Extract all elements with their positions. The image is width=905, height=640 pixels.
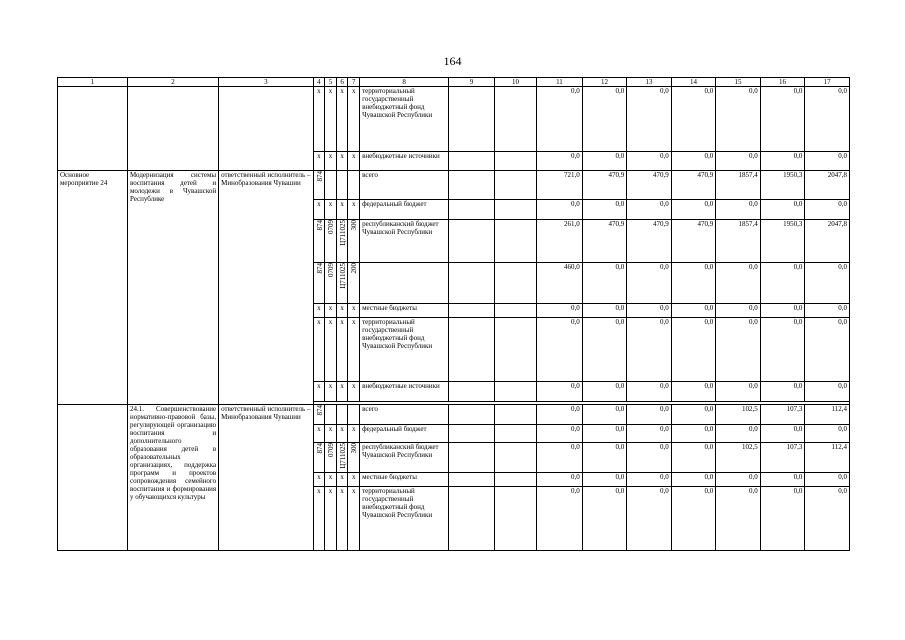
code-cell: x [336, 473, 348, 487]
column-header: 4 [313, 78, 325, 87]
empty-cell [336, 171, 348, 200]
empty-cell [449, 473, 495, 487]
funding-source: местные бюджеты [360, 304, 449, 318]
code-grbs: 874 [313, 263, 325, 304]
value-cell: 0,0 [537, 87, 583, 152]
empty-cell [494, 220, 536, 263]
column-header: 11 [537, 78, 583, 87]
value-cell: 470,9 [582, 171, 627, 200]
value-cell: 0,0 [671, 152, 716, 171]
value-cell: 0,0 [671, 487, 716, 551]
column-header: 9 [449, 78, 495, 87]
value-cell: 0,0 [760, 200, 805, 220]
empty-cell [494, 318, 536, 382]
value-cell: 470,9 [627, 171, 672, 200]
value-cell: 0,0 [716, 487, 761, 551]
value-cell: 0,0 [805, 318, 850, 382]
value-cell: 0,0 [537, 200, 583, 220]
value-cell: 0,0 [716, 425, 761, 443]
code-cell: x [336, 200, 348, 220]
code-cell: x [313, 425, 325, 443]
code-cell: x [313, 382, 325, 402]
code-cell: x [336, 304, 348, 318]
value-cell: 0,0 [760, 87, 805, 152]
value-cell: 0,0 [716, 473, 761, 487]
column-header: 2 [127, 78, 218, 87]
empty-cell [325, 405, 337, 425]
code-cell: x [325, 425, 337, 443]
funding-source: всего [360, 405, 449, 425]
value-cell: 0,0 [582, 382, 627, 402]
responsible-executor: ответственный исполнитель – Минобразования Чувашии [219, 171, 313, 405]
code-cell: x [348, 425, 360, 443]
value-cell: 0,0 [537, 382, 583, 402]
table-row [58, 171, 850, 200]
code-cell: x [348, 87, 360, 152]
value-cell: 0,0 [805, 473, 850, 487]
code-cell: x [348, 152, 360, 171]
value-cell: 2047,8 [805, 171, 850, 200]
empty-cell [449, 200, 495, 220]
table-row [58, 87, 850, 152]
value-cell: 0,0 [716, 263, 761, 304]
empty-cell [449, 87, 495, 152]
value-cell: 0,0 [627, 87, 672, 152]
column-header: 15 [716, 78, 761, 87]
code-cell: x [325, 87, 337, 152]
code-cell: x [348, 487, 360, 551]
funding-source: территориальный государственный внебюджетный фонд Чувашской Республики [360, 487, 449, 551]
value-cell: 0,0 [716, 304, 761, 318]
value-cell: 0,0 [627, 425, 672, 443]
empty-cell [494, 425, 536, 443]
empty-cell [494, 200, 536, 220]
column-header: 17 [805, 78, 850, 87]
value-cell: 0,0 [537, 487, 583, 551]
value-cell: 0,0 [671, 304, 716, 318]
column-header: 14 [671, 78, 716, 87]
value-cell: 0,0 [627, 443, 672, 473]
value-cell: 0,0 [760, 487, 805, 551]
code-cell: x [336, 382, 348, 402]
funding-source: федеральный бюджет [360, 425, 449, 443]
value-cell: 0,0 [627, 152, 672, 171]
empty-cell [449, 220, 495, 263]
value-cell: 0,0 [805, 487, 850, 551]
value-cell: 0,0 [582, 200, 627, 220]
value-cell: 102,5 [716, 405, 761, 425]
value-cell: 0,0 [582, 487, 627, 551]
empty-cell [449, 382, 495, 402]
value-cell: 0,0 [671, 382, 716, 402]
value-cell: 0,0 [582, 425, 627, 443]
value-cell: 1857,4 [716, 171, 761, 200]
empty-cell [58, 405, 128, 551]
value-cell: 0,0 [582, 473, 627, 487]
code-rzpr: 0709 [325, 443, 337, 473]
value-cell: 470,9 [627, 220, 672, 263]
code-csr: Ц711025 [336, 443, 348, 473]
code-csr: Ц711025 [336, 220, 348, 263]
value-cell: 0,0 [760, 382, 805, 402]
code-cell: x [336, 425, 348, 443]
value-cell: 0,0 [805, 425, 850, 443]
code-vr: 300 [348, 443, 360, 473]
value-cell: 721,0 [537, 171, 583, 200]
empty-cell [494, 263, 536, 304]
empty-cell [494, 443, 536, 473]
code-cell: x [313, 304, 325, 318]
code-cell: x [348, 318, 360, 382]
column-header: 3 [219, 78, 313, 87]
value-cell: 0,0 [627, 487, 672, 551]
column-header: 1 [58, 78, 128, 87]
value-cell: 0,0 [627, 473, 672, 487]
code-cell: x [336, 152, 348, 171]
code-cell: x [336, 318, 348, 382]
code-cell: x [348, 382, 360, 402]
value-cell: 1950,3 [760, 171, 805, 200]
empty-cell [449, 304, 495, 318]
code-cell: x [336, 487, 348, 551]
value-cell: 0,0 [582, 263, 627, 304]
value-cell: 112,4 [805, 405, 850, 425]
empty-cell [494, 171, 536, 200]
value-cell: 0,0 [582, 405, 627, 425]
empty-cell [449, 443, 495, 473]
funding-source: федеральный бюджет [360, 200, 449, 220]
funding-source: всего [360, 171, 449, 200]
empty-cell [219, 87, 313, 171]
value-cell: 0,0 [671, 405, 716, 425]
value-cell: 0,0 [805, 152, 850, 171]
code-cell: x [325, 152, 337, 171]
empty-cell [449, 405, 495, 425]
column-header: 6 [336, 78, 348, 87]
value-cell: 460,0 [537, 263, 583, 304]
code-rzpr: 0709 [325, 263, 337, 304]
code-cell: x [313, 200, 325, 220]
empty-cell [348, 405, 360, 425]
value-cell: 0,0 [760, 473, 805, 487]
value-cell: 0,0 [671, 263, 716, 304]
value-cell: 0,0 [671, 443, 716, 473]
code-cell: x [325, 382, 337, 402]
funding-source: внебюджетные источники [360, 382, 449, 402]
code-cell: x [336, 87, 348, 152]
value-cell: 261,0 [537, 220, 583, 263]
value-cell: 0,0 [805, 382, 850, 402]
value-cell: 0,0 [582, 304, 627, 318]
value-cell: 0,0 [582, 152, 627, 171]
value-cell: 0,0 [760, 304, 805, 318]
value-cell: 0,0 [716, 200, 761, 220]
value-cell: 0,0 [582, 443, 627, 473]
empty-cell [58, 87, 128, 171]
value-cell: 0,0 [537, 318, 583, 382]
value-cell: 102,5 [716, 443, 761, 473]
value-cell: 1857,4 [716, 220, 761, 263]
value-cell: 470,9 [671, 171, 716, 200]
code-grbs: 874 [313, 220, 325, 263]
code-cell: x [325, 473, 337, 487]
value-cell: 0,0 [805, 87, 850, 152]
value-cell: 0,0 [671, 318, 716, 382]
value-cell: 0,0 [537, 304, 583, 318]
empty-cell [494, 473, 536, 487]
empty-cell [360, 263, 449, 304]
empty-cell [494, 382, 536, 402]
code-vr: 200 [348, 263, 360, 304]
budget-table [57, 77, 850, 551]
value-cell: 0,0 [760, 318, 805, 382]
value-cell: 0,0 [627, 304, 672, 318]
value-cell: 0,0 [671, 87, 716, 152]
code-cell: x [348, 473, 360, 487]
value-cell: 0,0 [627, 318, 672, 382]
code-grbs: 874 [313, 171, 325, 200]
code-vr: 300 [348, 220, 360, 263]
value-cell: 107,3 [760, 443, 805, 473]
value-cell: 0,0 [716, 87, 761, 152]
code-cell: x [348, 304, 360, 318]
value-cell: 1950,3 [760, 220, 805, 263]
column-header: 7 [348, 78, 360, 87]
value-cell: 2047,8 [805, 220, 850, 263]
column-header: 8 [360, 78, 449, 87]
empty-cell [494, 304, 536, 318]
empty-cell [449, 425, 495, 443]
code-cell: x [325, 304, 337, 318]
empty-cell [325, 171, 337, 200]
code-cell: x [313, 87, 325, 152]
value-cell: 0,0 [805, 200, 850, 220]
event-name: Основное мероприятие 24 [58, 171, 128, 405]
funding-source: территориальный государственный внебюджетный фонд Чувашской Республики [360, 87, 449, 152]
empty-cell [449, 263, 495, 304]
empty-cell [449, 487, 495, 551]
event-title: Модернизация системы воспитания детей и молодежи в Чувашской Республике [127, 171, 218, 405]
value-cell: 0,0 [760, 152, 805, 171]
column-header: 13 [627, 78, 672, 87]
value-cell: 0,0 [671, 425, 716, 443]
value-cell: 0,0 [716, 152, 761, 171]
code-cell: x [313, 318, 325, 382]
empty-cell [336, 405, 348, 425]
column-header: 10 [494, 78, 536, 87]
column-header: 16 [760, 78, 805, 87]
subevent-title: 24.1. Совершенствование нормативно-правовой базы, регулирующей организацию воспитания и дополнительного образования детей в образовательных организациях, поддержка программ и проектов сопровождения семейного воспитания и формирования у обучающихся культуры [127, 405, 218, 551]
value-cell: 0,0 [627, 263, 672, 304]
value-cell: 107,3 [760, 405, 805, 425]
value-cell: 0,0 [537, 152, 583, 171]
value-cell: 112,4 [805, 443, 850, 473]
code-cell: x [348, 200, 360, 220]
empty-cell [449, 152, 495, 171]
value-cell: 0,0 [537, 425, 583, 443]
funding-source: территориальный государственный внебюджетный фонд Чувашской Республики [360, 318, 449, 382]
column-header: 12 [582, 78, 627, 87]
responsible-executor: ответственный исполнитель – Минобразования Чувашии [219, 405, 313, 551]
funding-source: местные бюджеты [360, 473, 449, 487]
header-row [58, 78, 850, 87]
code-grbs: 874 [313, 405, 325, 425]
value-cell: 0,0 [716, 318, 761, 382]
table-row [58, 405, 850, 425]
code-cell: x [313, 152, 325, 171]
value-cell: 0,0 [582, 87, 627, 152]
empty-cell [449, 171, 495, 200]
value-cell: 0,0 [537, 443, 583, 473]
value-cell: 470,9 [582, 220, 627, 263]
empty-cell [494, 152, 536, 171]
value-cell: 0,0 [582, 318, 627, 382]
code-grbs: 874 [313, 443, 325, 473]
value-cell: 0,0 [760, 263, 805, 304]
value-cell: 0,0 [537, 473, 583, 487]
empty-cell [494, 487, 536, 551]
code-rzpr: 0709 [325, 220, 337, 263]
value-cell: 0,0 [805, 263, 850, 304]
code-cell: x [325, 487, 337, 551]
value-cell: 470,9 [671, 220, 716, 263]
code-cell: x [313, 487, 325, 551]
empty-cell [127, 87, 218, 171]
funding-source: внебюджетные источники [360, 152, 449, 171]
value-cell: 0,0 [716, 382, 761, 402]
funding-source: республиканский бюджет Чувашской Республики [360, 220, 449, 263]
code-cell: x [325, 200, 337, 220]
empty-cell [494, 87, 536, 152]
value-cell: 0,0 [760, 425, 805, 443]
value-cell: 0,0 [627, 382, 672, 402]
value-cell: 0,0 [627, 200, 672, 220]
empty-cell [494, 405, 536, 425]
code-cell: x [313, 473, 325, 487]
value-cell: 0,0 [671, 200, 716, 220]
column-header: 5 [325, 78, 337, 87]
value-cell: 0,0 [537, 405, 583, 425]
value-cell: 0,0 [671, 473, 716, 487]
funding-source: республиканский бюджет Чувашской Республики [360, 443, 449, 473]
empty-cell [449, 318, 495, 382]
page-number: 164 [443, 54, 462, 68]
empty-cell [348, 171, 360, 200]
value-cell: 0,0 [805, 304, 850, 318]
value-cell: 0,0 [627, 405, 672, 425]
code-cell: x [325, 318, 337, 382]
code-csr: Ц711025 [336, 263, 348, 304]
